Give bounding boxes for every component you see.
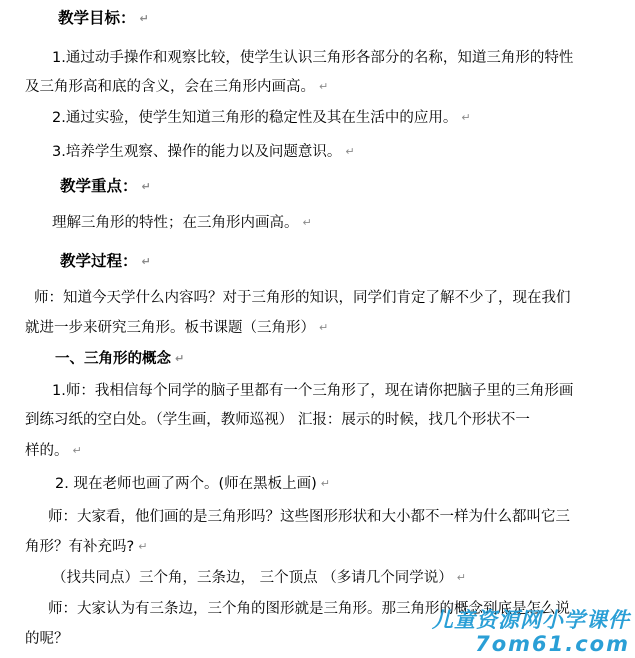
paragraph-mark-icon: ↵ bbox=[141, 255, 151, 268]
paragraph-mark-icon: ↵ bbox=[320, 477, 330, 490]
text-line: 3.培养学生观察、操作的能力以及问题意识。 ↵ bbox=[52, 144, 355, 160]
paragraph-mark-icon: ↵ bbox=[72, 444, 82, 457]
paragraph-mark-icon: ↵ bbox=[319, 321, 329, 334]
site-watermark-logo bbox=[422, 604, 634, 658]
text-line: 及三角形高和底的含义，会在三角形内画高。 ↵ bbox=[25, 79, 329, 95]
paragraph-mark-icon: ↵ bbox=[141, 180, 151, 193]
paragraph-mark-icon: ↵ bbox=[461, 111, 471, 124]
text-line: 2. 现在老师也画了两个。(师在黑板上画) ↵ bbox=[55, 476, 330, 492]
paragraph-mark-icon: ↵ bbox=[139, 12, 149, 25]
text-line: 样的。 ↵ bbox=[25, 443, 82, 459]
heading-key-points: 教学重点： ↵ bbox=[60, 177, 151, 195]
heading-teaching-goals: 教学目标： ↵ bbox=[58, 9, 149, 27]
text-line: 师：大家看，他们画的是三角形吗？这些图形形状和大小都不一样为什么都叫它三 bbox=[48, 509, 570, 525]
paragraph-mark-icon: ↵ bbox=[456, 571, 466, 584]
text-line: 师：大家认为有三条边，三个角的图形就是三角形。那三角形的概念到底是怎么说 bbox=[48, 601, 570, 617]
text-line: 的呢？ bbox=[25, 631, 69, 647]
watermark-url: 7om61.com bbox=[475, 632, 630, 656]
text-line: 1.师：我相信每个同学的脑子里都有一个三角形了，现在请你把脑子里的三角形画 bbox=[52, 383, 574, 399]
text-line: 角形？有补充吗? ↵ bbox=[25, 539, 148, 555]
text-line: 2.通过实验，使学生知道三角形的稳定性及其在生活中的应用。 ↵ bbox=[52, 110, 471, 126]
section-heading: 一、三角形的概念 ↵ bbox=[55, 351, 185, 367]
text-line: （找共同点）三个角，三条边， 三个顶点 （多请几个同学说） ↵ bbox=[52, 570, 466, 586]
text-line: 到练习纸的空白处。（学生画，教师巡视） 汇报：展示的时候，找几个形状不一 bbox=[25, 412, 530, 428]
text-line: 1.通过动手操作和观察比较，使学生认识三角形各部分的名称，知道三角形的特性 bbox=[52, 50, 574, 66]
text-line: 师：知道今天学什么内容吗？对于三角形的知识，同学们肯定了解不少了，现在我们 bbox=[34, 290, 571, 306]
text-line: 理解三角形的特性；在三角形内画高。 ↵ bbox=[52, 215, 312, 231]
heading-teaching-process: 教学过程： ↵ bbox=[60, 252, 151, 270]
paragraph-mark-icon: ↵ bbox=[319, 80, 329, 93]
paragraph-mark-icon: ↵ bbox=[345, 145, 355, 158]
paragraph-mark-icon: ↵ bbox=[138, 540, 148, 553]
watermark-title: 儿童资源网小学课件 bbox=[432, 607, 630, 632]
paragraph-mark-icon: ↵ bbox=[175, 352, 185, 365]
text-line: 就进一步来研究三角形。板书课题（三角形） ↵ bbox=[25, 320, 329, 336]
paragraph-mark-icon: ↵ bbox=[302, 216, 312, 229]
